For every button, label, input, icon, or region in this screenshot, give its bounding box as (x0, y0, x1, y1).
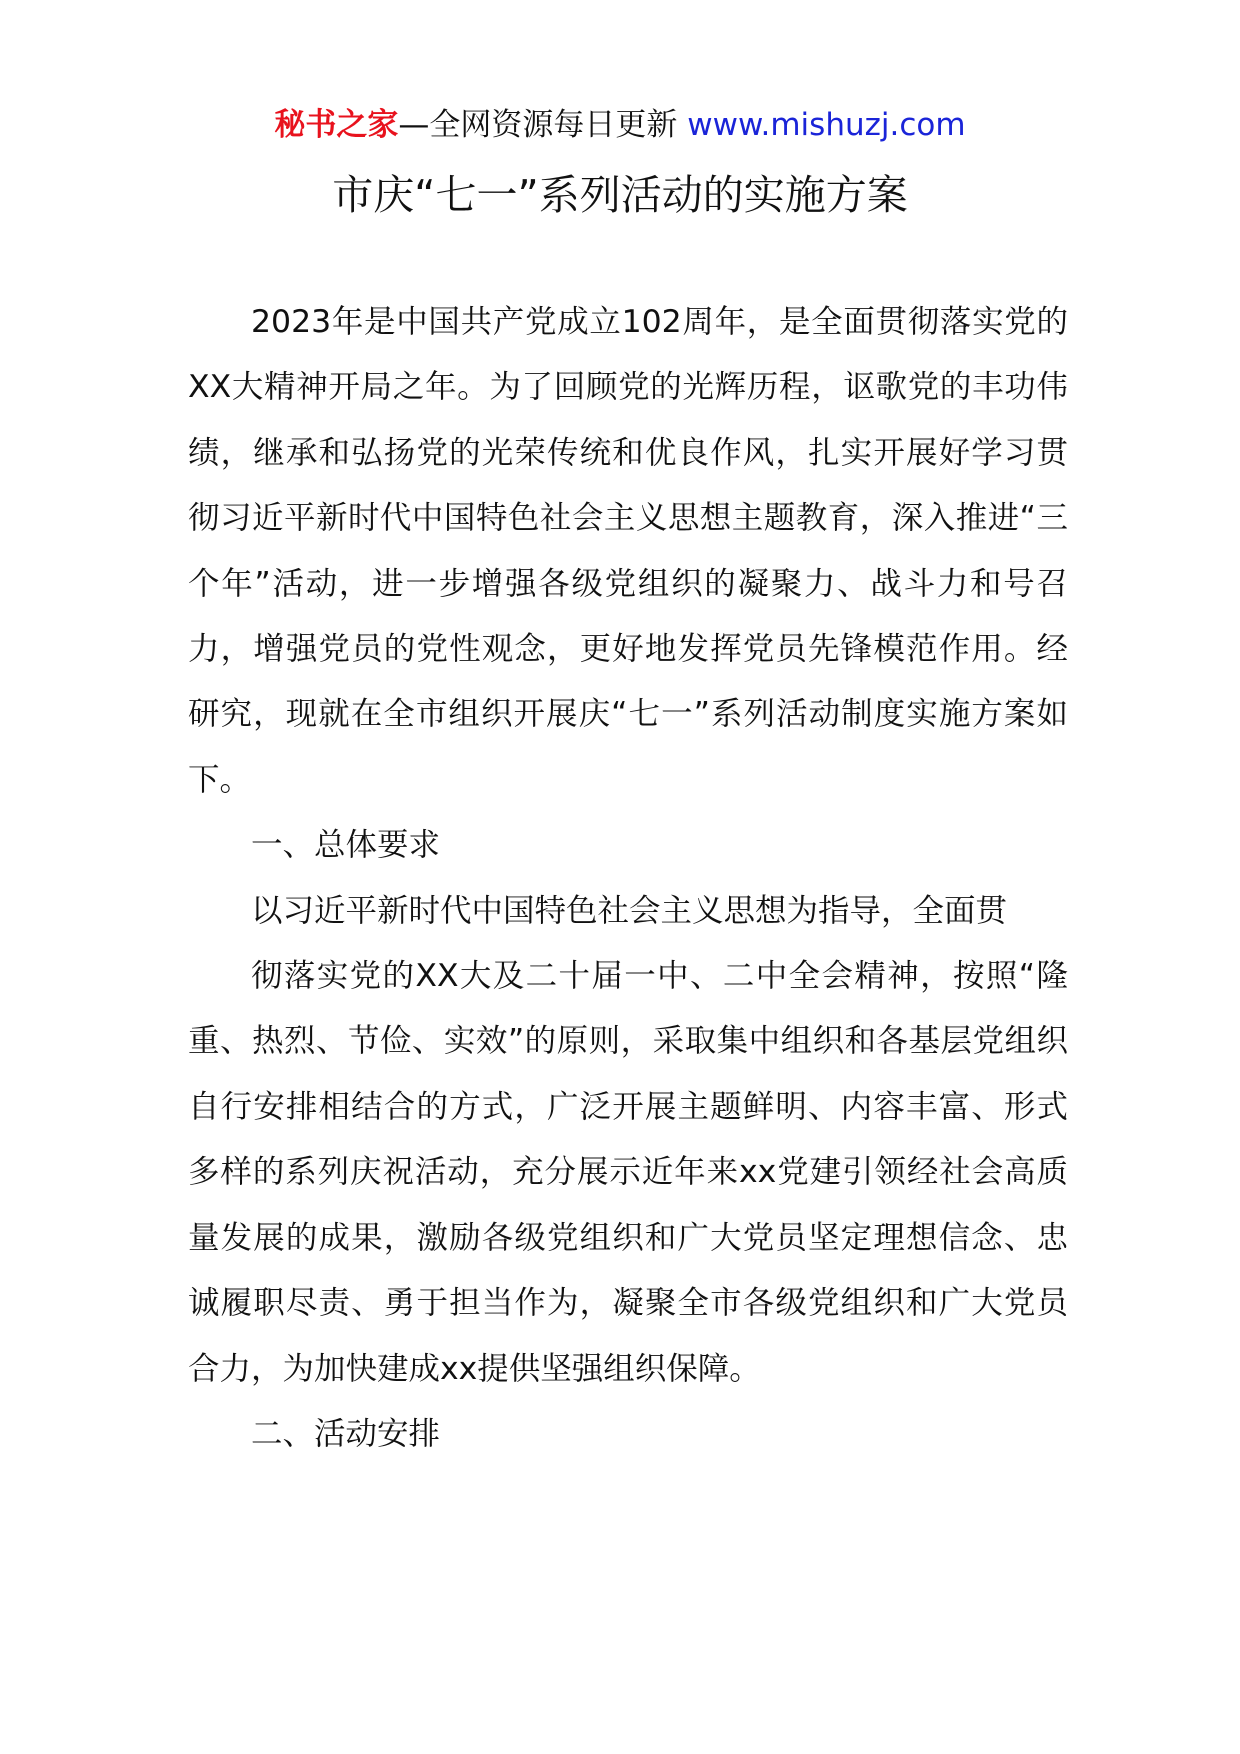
section-heading-activity-arrangement: 二、活动安排 (251, 1415, 441, 1452)
section-heading-general-requirements: 一、总体要求 (251, 827, 441, 864)
document-body (188, 290, 1068, 1467)
guidance-paragraph: 以习近平新时代中国特色社会主义思想为指导，全面贯 (251, 892, 1008, 929)
brand-name: 秘书之家 (274, 107, 399, 143)
requirements-paragraph: 彻落实党的XX大及二十届一中、二中全会精神，按照“隆重、热烈、节俭、实效”的原则，采取集中组织和各基层党组织自行安排相结合的方式，广泛开展主题鲜明、内容丰富、形式多样的系列庆祝活动，充分展示近年来xx党建引领经社会高质量发展的成果，激励各级党组织和广大党员坚定理想信念、忠诚履职尽责、勇于担当作为，凝聚全市各级党组织和广大党员合力，为加快建成xx提供坚强组织保障。 (188, 958, 1068, 1387)
intro-paragraph: 2023年是中国共产党成立102周年，是全面贯彻落实党的XX大精神开局之年。为了回顾党的光辉历程，讴歌党的丰功伟绩，继承和弘扬党的光荣传统和优良作风，扎实开展好学习贯彻习近平新时代中国特色社会主义思想主题教育，深入推进“三个年”活动，进一步增强各级党组织的凝聚力、战斗力和号召力，增强党员的党性观念，更好地发挥党员先锋模范作用。经研究，现就在全市组织开展庆“七一”系列活动制度实施方案如下。 (188, 304, 1068, 798)
site-header (0, 103, 1240, 147)
document-title: 市庆“七一”系列活动的实施方案 (332, 171, 908, 219)
header-tagline: —全网资源每日更新 (398, 107, 678, 143)
site-url-link[interactable]: www.mishuzj.com (687, 107, 966, 143)
